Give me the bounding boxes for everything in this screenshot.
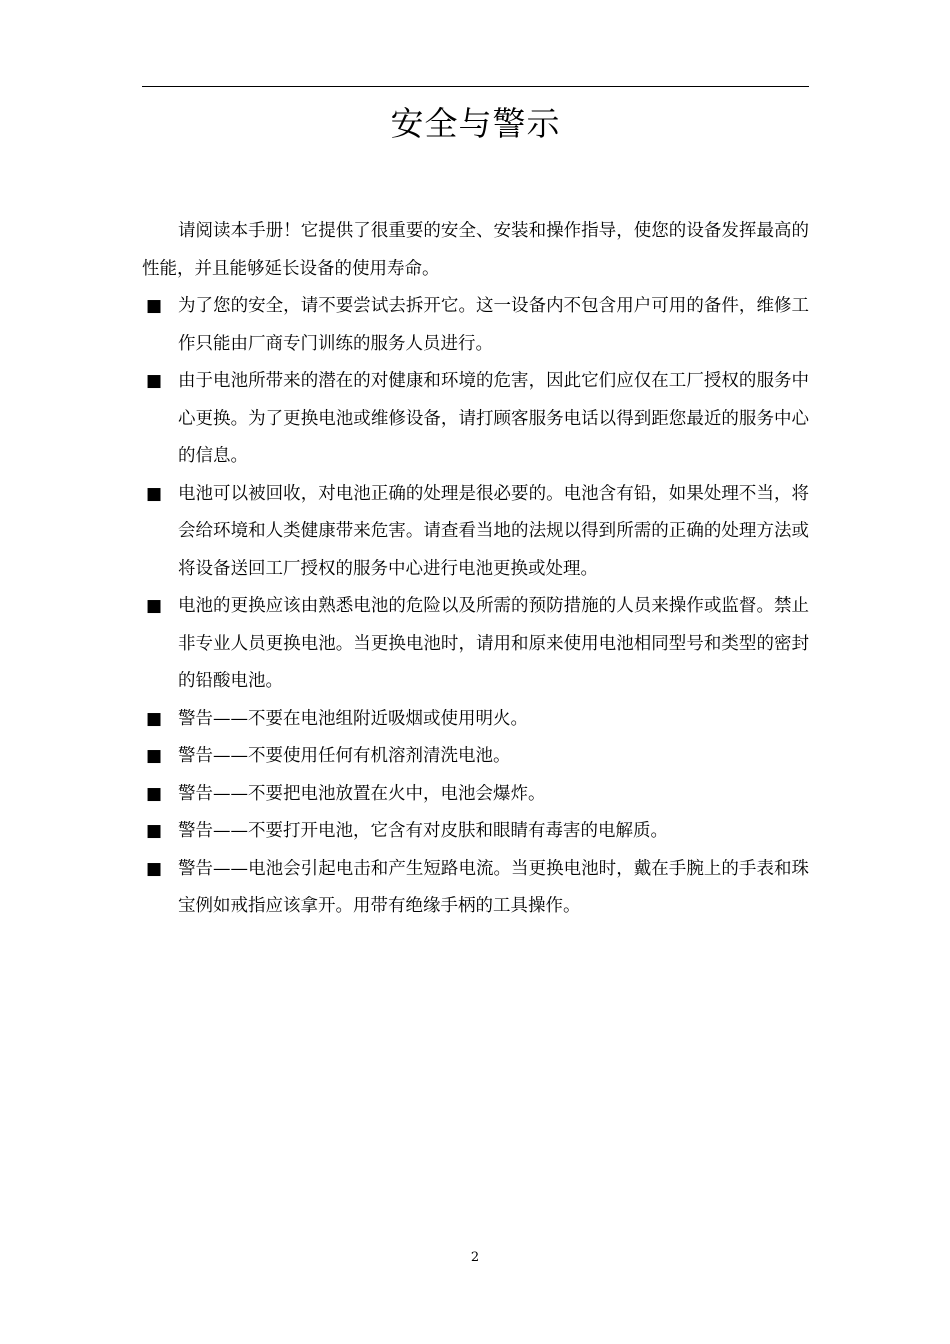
bullet-square-icon: ■ xyxy=(146,708,163,729)
list-item xyxy=(142,776,809,814)
list-item xyxy=(142,738,809,776)
list-item-text: 警告——不要使用任何有机溶剂清洗电池。 xyxy=(178,746,511,766)
bullet-square-icon: ■ xyxy=(146,821,163,841)
bullet-square-icon: ■ xyxy=(146,858,163,879)
list-item-text: 电池的更换应该由熟悉电池的危险以及所需的预防措施的人员来操作或监督。禁止非专业人员更换电池。当更换电池时，请用和原来使用电池相同型号和类型的密封的铅酸电池。 xyxy=(178,596,809,691)
list-item-text: 为了您的安全，请不要尝试去拆开它。这一设备内不包含用户可用的备件，维修工作只能由厂商专门训练的服务人员进行。 xyxy=(178,296,809,354)
bullet-square-icon: ■ xyxy=(146,371,163,391)
list-item-text: 电池可以被回收，对电池正确的处理是很必要的。电池含有铅，如果处理不当，将会给环境和人类健康带来危害。请查看当地的法规以得到所需的正确的处理方法或将设备送回工厂授权的服务中心进行电池更换或处理。 xyxy=(178,483,809,579)
bullet-square-icon: ■ xyxy=(146,746,163,766)
page-number: 2 xyxy=(470,1250,480,1265)
list-item xyxy=(142,813,809,851)
list-item xyxy=(142,701,809,739)
list-item-text: 警告——电池会引起电击和产生短路电流。当更换电池时，戴在手腕上的手表和珠宝例如戒指应该拿开。用带有绝缘手柄的工具操作。 xyxy=(178,858,809,916)
document-body xyxy=(142,213,809,926)
bullet-square-icon: ■ xyxy=(146,596,163,616)
list-item-text: 警告——不要在电池组附近吸烟或使用明火。 xyxy=(178,708,528,729)
list-item xyxy=(142,476,809,589)
safety-list xyxy=(142,288,809,926)
list-item xyxy=(142,851,809,926)
list-item xyxy=(142,288,809,363)
bullet-square-icon: ■ xyxy=(146,483,163,504)
list-item-text: 警告——不要打开电池，它含有对皮肤和眼睛有毒害的电解质。 xyxy=(178,821,668,841)
list-item xyxy=(142,363,809,476)
list-item xyxy=(142,588,809,701)
bullet-square-icon: ■ xyxy=(146,783,163,804)
page-title: 安全与警示 xyxy=(390,104,561,143)
bullet-square-icon: ■ xyxy=(146,296,163,316)
intro-paragraph: 请阅读本手册！它提供了很重要的安全、安装和操作指导，使您的设备发挥最高的性能，并且能够延长设备的使用寿命。 xyxy=(142,221,809,279)
list-item-text: 警告——不要把电池放置在火中，电池会爆炸。 xyxy=(178,783,546,804)
list-item-text: 由于电池所带来的潜在的对健康和环境的危害，因此它们应仅在工厂授权的服务中心更换。为了更换电池或维修设备，请打顾客服务电话以得到距您最近的服务中心的信息。 xyxy=(178,371,809,466)
header-rule xyxy=(142,86,809,87)
